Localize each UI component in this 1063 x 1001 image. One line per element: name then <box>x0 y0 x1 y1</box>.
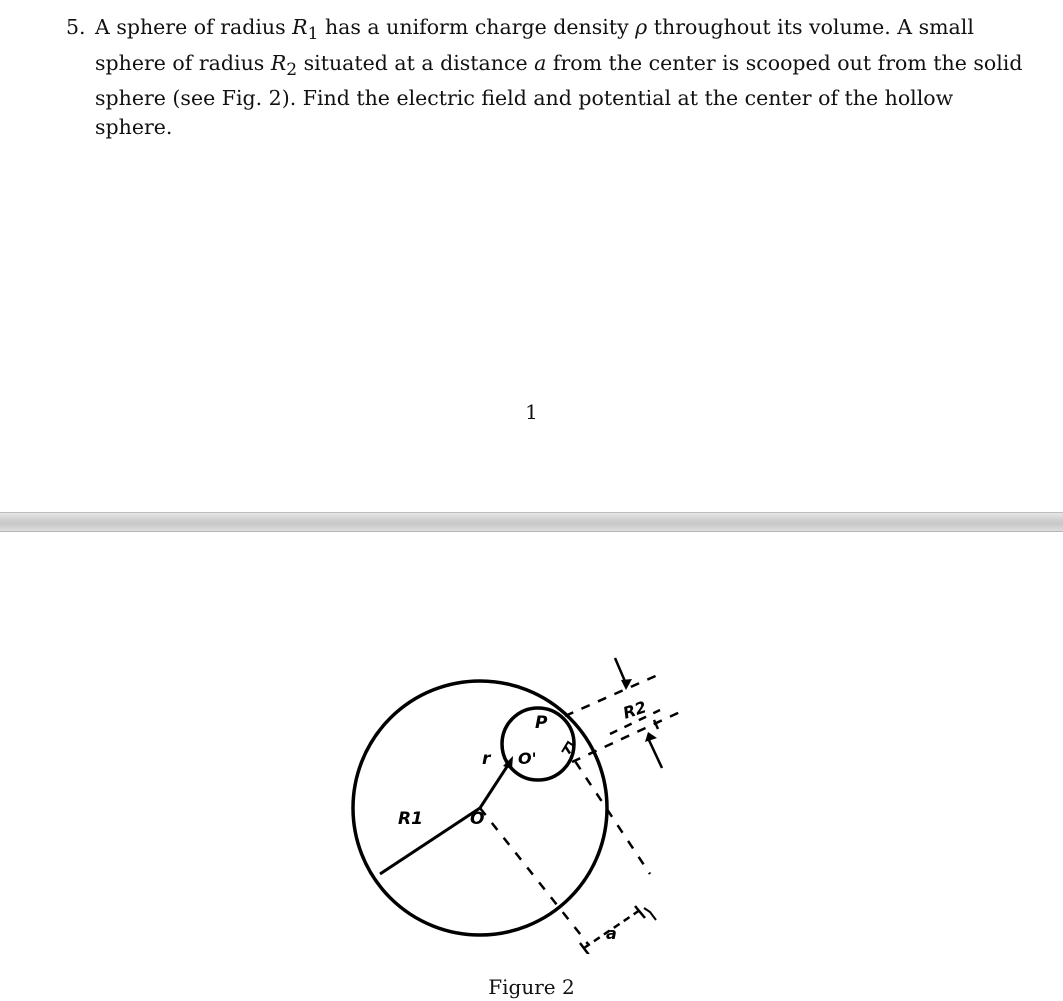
figure-2-diagram <box>340 654 700 954</box>
r1-symbol: R <box>292 15 308 39</box>
problem-number: 5. <box>66 15 86 39</box>
label-r: r <box>482 749 491 769</box>
problem-text-part4: situated at a distance <box>297 50 535 75</box>
label-o: O <box>470 809 485 829</box>
r2-subscript: 2 <box>286 59 298 80</box>
problem-text <box>95 13 1026 141</box>
r1-radius-line <box>380 808 480 874</box>
label-o-prime: O' <box>518 749 537 768</box>
page-number: 1 <box>525 400 538 424</box>
r2-arrow-top <box>621 679 632 690</box>
problem-text-part2: has a uniform charge density <box>318 15 636 39</box>
label-r1 <box>398 809 423 829</box>
problem-text-part3: throughout its volume. A small sphere of radius <box>95 15 974 75</box>
label-p: P <box>535 713 548 733</box>
page-separator <box>0 512 1063 532</box>
r2-arrow-bottom <box>645 732 657 742</box>
problem-text-part5: from the center is scooped out from the solid sphere (see Fig. 2). Find the electric field and potential at the center of the hollow sphere. <box>95 50 1023 139</box>
problem-text-part1: A sphere of radius <box>95 15 293 39</box>
r1-subscript: 1 <box>307 24 319 45</box>
figure-caption: Figure 2 <box>488 975 575 999</box>
label-r2: R2 <box>620 697 649 723</box>
r2-symbol: R <box>270 50 287 75</box>
problem-5 <box>66 13 1026 141</box>
dashed-line-o-prime <box>565 746 650 874</box>
label-r1-text: R1 <box>398 809 423 829</box>
figure-2 <box>340 654 700 954</box>
label-a: a <box>606 924 617 943</box>
r2-dimension-bottom <box>648 738 662 768</box>
a-symbol: a <box>534 50 547 75</box>
a-dimension-end <box>644 908 656 920</box>
page-2 <box>0 532 1063 1001</box>
rho-symbol: ρ <box>635 15 648 39</box>
